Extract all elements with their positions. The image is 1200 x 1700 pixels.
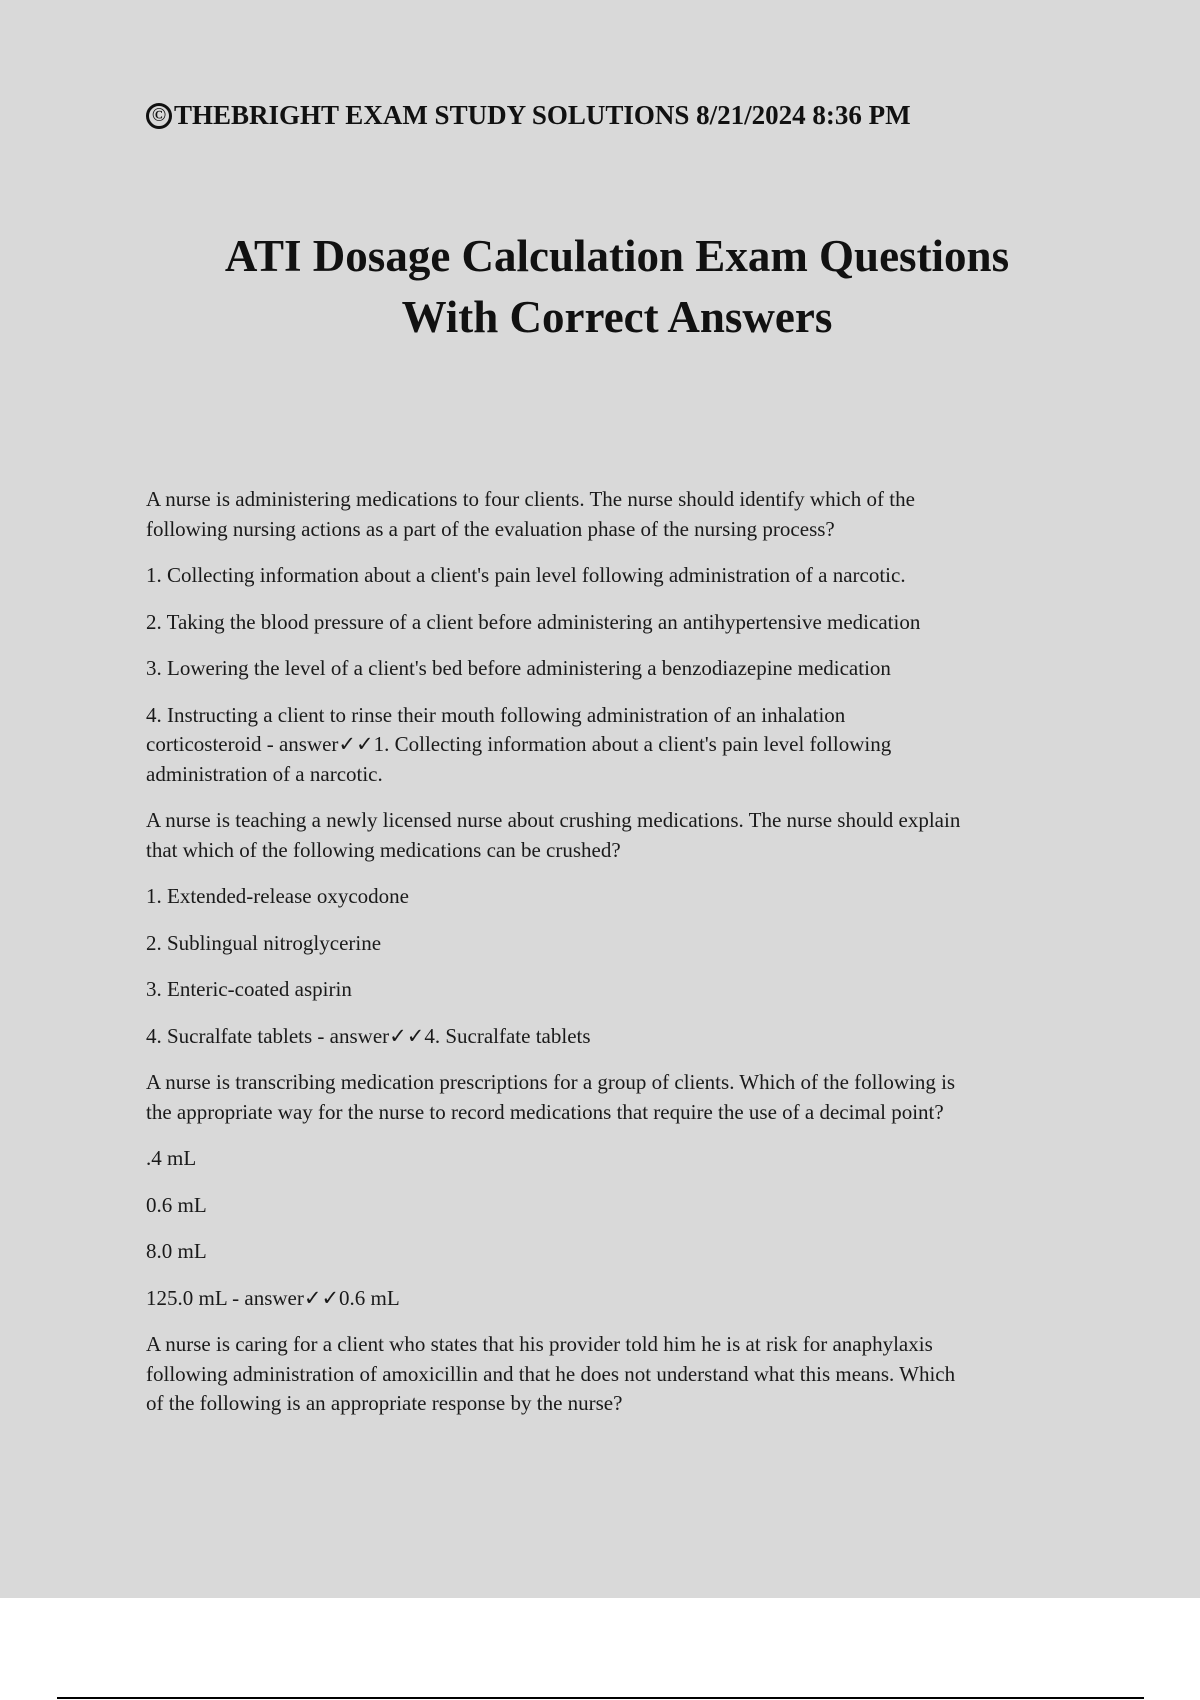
document-body — [146, 485, 1146, 1436]
header-text: THEBRIGHT EXAM STUDY SOLUTIONS 8/21/2024 8:36 PM — [174, 100, 911, 130]
paragraph — [146, 1068, 1146, 1127]
text-line: A nurse is administering medications to four clients. The nurse should identify which of the — [146, 487, 915, 511]
paragraph — [146, 1237, 1146, 1267]
text-line: corticosteroid - answer✓✓1. Collecting information about a client's pain level following — [146, 732, 892, 756]
text-line: .4 mL — [146, 1146, 197, 1170]
text-line: administration of a narcotic. — [146, 761, 383, 786]
text-line: 8.0 mL — [146, 1239, 207, 1263]
text-line: 2. Sublingual nitroglycerine — [146, 930, 382, 955]
text-line: the appropriate way for the nurse to record medications that require the use of a decimal point? — [146, 1099, 944, 1124]
paragraph — [146, 485, 1146, 544]
paragraph — [146, 1144, 1146, 1174]
text-line: 4. Instructing a client to rinse their mouth following administration of an inhalation — [146, 702, 846, 727]
copyright-icon: © — [146, 103, 172, 129]
document-title — [0, 226, 1200, 348]
paragraph — [146, 1022, 1146, 1052]
paragraph — [146, 975, 1146, 1005]
text-line: 3. Lowering the level of a client's bed before administering a benzodiazepine medication — [146, 656, 891, 680]
text-line: A nurse is transcribing medication prescriptions for a group of clients. Which of the following is — [146, 1070, 956, 1094]
text-line: of the following is an appropriate response by the nurse? — [146, 1391, 623, 1415]
paragraph — [146, 1284, 1146, 1314]
paragraph — [146, 1330, 1146, 1419]
text-line: 0.6 mL — [146, 1192, 207, 1217]
paragraph — [146, 806, 1146, 865]
paragraph — [146, 1191, 1146, 1221]
text-line: that which of the following medications can be crushed? — [146, 837, 621, 862]
text-line: 2. Taking the blood pressure of a client before administering an antihypertensive medication — [146, 609, 921, 634]
page-header — [146, 100, 911, 131]
title-line-2: With Correct Answers — [401, 292, 833, 342]
footer-divider — [57, 1697, 1144, 1699]
paragraph — [146, 561, 1146, 591]
text-line: 1. Collecting information about a client's pain level following administration of a narcotic. — [146, 563, 906, 587]
title-line-1: ATI Dosage Calculation Exam Questions — [224, 231, 1010, 281]
text-line: following nursing actions as a part of the evaluation phase of the nursing process? — [146, 516, 835, 541]
paragraph — [146, 882, 1146, 912]
text-line: 125.0 mL - answer✓✓0.6 mL — [146, 1285, 400, 1310]
text-line: 4. Sucralfate tablets - answer✓✓4. Sucralfate tablets — [146, 1023, 591, 1048]
paragraph — [146, 654, 1146, 684]
text-line: 1. Extended-release oxycodone — [146, 884, 409, 908]
text-line: A nurse is teaching a newly licensed nurse about crushing medications. The nurse should explain — [146, 808, 961, 832]
paragraph — [146, 929, 1146, 959]
paragraph — [146, 608, 1146, 638]
text-line: following administration of amoxicillin and that he does not understand what this means. Which — [146, 1361, 956, 1386]
paragraph — [146, 701, 1146, 790]
text-line: A nurse is caring for a client who states that his provider told him he is at risk for anaphylaxis — [146, 1332, 933, 1356]
text-line: 3. Enteric-coated aspirin — [146, 977, 352, 1001]
